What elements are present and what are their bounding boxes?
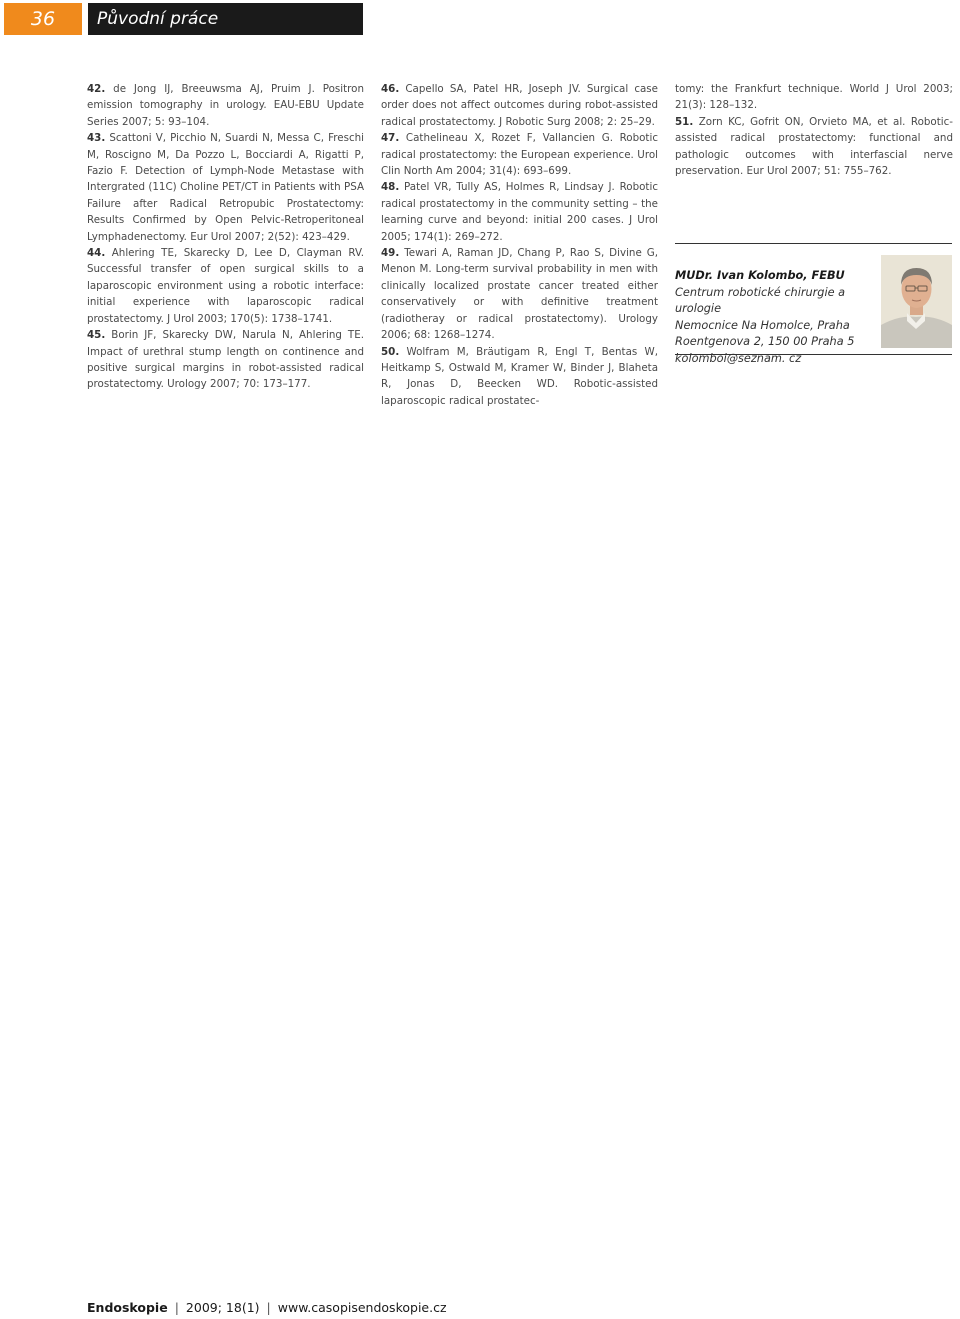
page-number: 36 <box>4 3 82 35</box>
author-email[interactable]: kolomboi@seznam. cz <box>675 351 802 365</box>
author-address: Roentgenova 2, 150 00 Praha 5 <box>675 335 855 348</box>
author-hospital: Nemocnice Na Homolce, Praha <box>675 318 850 332</box>
reference-item: 44. Ahlering TE, Skarecky D, Lee D, Clayman RV. Successful transfer of open surgical skills to a laparoscopic environment using a robotic interface: initial experience with laparoscopic radical prostatectomy. J Urol 2003; 170(5): 1738–1741. <box>87 247 364 325</box>
footer-journal: Endoskopie <box>87 1300 168 1315</box>
reference-item: 51. Zorn KC, Gofrit ON, Orvieto MA, et al. Robotic-assisted radical prostatectomy: functional and pathologic outcomes with interfascial nerve preservation. Eur Urol 2007; 51: 755–762. <box>675 115 953 178</box>
reference-item: 48. Patel VR, Tully AS, Holmes R, Lindsay J. Robotic radical prostatectomy in the community setting – the learning curve and beyond: initial 200 cases. J Urol 2005; 174(1): 269–272. <box>381 181 658 243</box>
reference-item: 49. Tewari A, Raman JD, Chang P, Rao S, Divine G, Menon M. Long-term survival probability in men with clinically localized prostate cancer treated either conservatively or with definitive treatment (radiotheray or radical prostatectomy). Urology 2006; 68: 1268–1274. <box>381 247 658 342</box>
reference-item: 45. Borin JF, Skarecky DW, Narula N, Ahlering TE. Impact of urethral stump length on continence and positive surgical margins in robot-assisted radical prostatectomy. Urology 2007; 70: 173–177. <box>87 329 364 391</box>
reference-item: 42. de Jong IJ, Breeuwsma AJ, Pruim J. Positron emission tomography in urology. EAU-EBU Update Series 2007; 5: 93–104. <box>87 83 364 128</box>
references-column-2 <box>381 81 658 409</box>
author-portrait-icon <box>881 255 952 348</box>
footer-issue: 2009; 18(1) <box>185 1300 260 1315</box>
reference-item: tomy: the Frankfurt technique. World J Urol 2003; 21(3): 128–132. <box>675 83 953 112</box>
reference-item: 50. Wolfram M, Bräutigam R, Engl T, Bentas W, Heitkamp S, Ostwald M, Kramer W, Binder J, Blaheta R, Jonas D, Beecken WD. Robotic-assisted laparoscopic radical prostatec- <box>381 345 658 407</box>
reference-item: 47. Cathelineau X, Rozet F, Vallancien G. Robotic radical prostatectomy: the European experience. Urol Clin North Am 2004; 31(4): 693–699. <box>381 132 658 178</box>
section-title: Původní práce <box>88 3 363 35</box>
references-column-1 <box>87 81 364 393</box>
references-column-3 <box>675 81 953 179</box>
author-photo <box>881 255 952 348</box>
reference-item: 46. Capello SA, Patel HR, Joseph JV. Surgical case order does not affect outcomes during robot-assisted radical prostatectomy. J Robotic Surg 2008; 2: 25–29. <box>381 83 658 128</box>
footer-separator: | <box>174 1300 179 1315</box>
author-name: MUDr. Ivan Kolombo, FEBU <box>675 269 845 282</box>
author-contact <box>675 268 875 367</box>
author-box <box>675 243 952 365</box>
footer-website[interactable]: www.casopisendoskopie.cz <box>277 1300 447 1315</box>
author-affiliation: Centrum robotické chirurgie a urologie <box>675 285 846 315</box>
page-footer <box>87 1300 447 1315</box>
reference-item: 43. Scattoni V, Picchio N, Suardi N, Messa C, Freschi M, Roscigno M, Da Pozzo L, Bocciardi A, Rigatti P, Fazio F. Detection of Lymph-Node Metastase with Intergrated (11C) Choline PET/CT in Patients with PSA Failure after Radical Retropubic Prostatectomy: Results Confirmed by Open Pelvic-Retroperitoneal Lymphadenectomy. Eur Urol 2007; 2(52): 423–429. <box>87 132 365 243</box>
footer-separator: | <box>266 1300 271 1315</box>
